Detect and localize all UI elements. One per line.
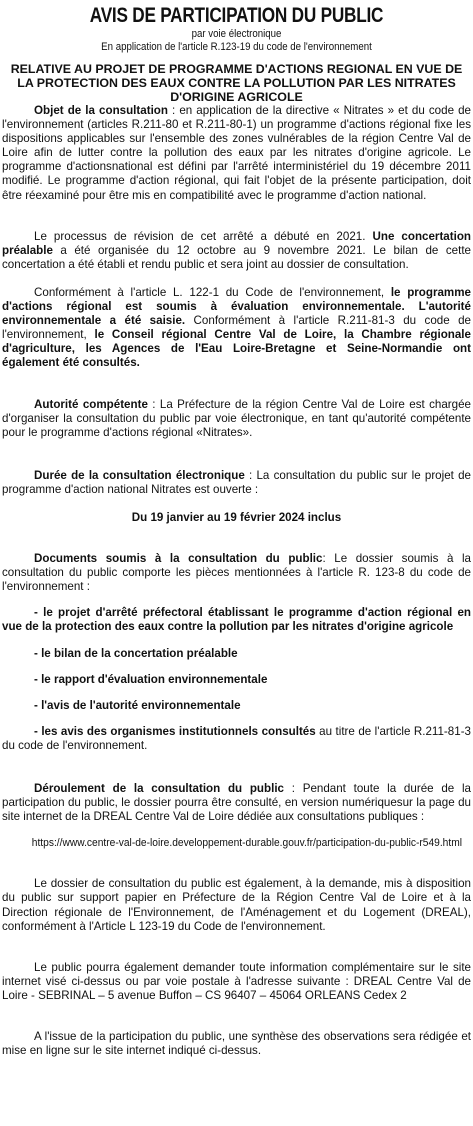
objet-label: Objet de la consultation <box>34 104 168 117</box>
info-paragraph: Le public pourra également demander toute information complémentaire sur le site internet visé ci-dessus ou par voie postale à l'adresse suivante : DREAL Centre Val de Loire - SEBRINAL – 5 avenue Buffon – CS 96407 – 45064 ORLEANS Cedex 2 <box>2 960 471 1002</box>
objet-text: : en application de la directive « Nitrates » et du code de l'environnement (articles R.211-80 et R.211-80-1) un programme d'actions régional fixe les dispositions applicables sur l'ensemble des zones vulnérables de la région Centre Val de Loire afin de lutter contre la pollution des eaux par les nitrates d'origine agricole. Le programme d'actionsnational est défini par l'arrêté interministériel du 19 décembre 2011 modifié. Le programme d'action régional, qui fait l'objet de la présente participation, doit être réexaminé pour être mis en compatibilité avec le programme d'action national. <box>2 104 471 202</box>
autorite-label: Autorité compétente <box>34 397 148 411</box>
conforme-bold-1: le programme d'actions régional est soumis à évaluation environnementale. L'autorité environnementale a été saisie. <box>2 285 471 328</box>
duree-label: Durée de la consultation électronique <box>34 468 245 482</box>
organismes-text: au titre de l'article R.211-81-3 du code de l'environnement. <box>2 724 471 752</box>
notice <box>2 0 471 1058</box>
page-title: AVIS DE PARTICIPATION DU PUBLIC <box>89 4 384 27</box>
processus-text-1: Le processus de révision de cet arrêté a débuté en 2021. <box>34 229 373 243</box>
document-item-arrete: - le projet d'arrêté préfectoral établissant le programme d'action régional en vue de la protection des eaux contre la pollution par les nitrates d'origine agricole <box>2 606 471 634</box>
objet-paragraph <box>2 104 471 203</box>
synthese-paragraph: A l'issue de la participation du public, une synthèse des observations sera rédigée et mise en ligne sur le site internet indiqué ci-dessus. <box>2 1030 471 1058</box>
document-item-organismes <box>2 725 471 753</box>
document-item-avis: - l'avis de l'autorité environnementale <box>34 698 241 712</box>
conforme-paragraph <box>2 286 471 371</box>
duree-paragraph <box>2 469 471 497</box>
subtitle-article: En application de l'article R.123-19 du code de l'environnement <box>101 40 372 53</box>
documents-paragraph <box>2 552 471 594</box>
subtitle-voie: par voie électronique <box>191 28 282 40</box>
consultation-dates: Du 19 janvier au 19 février 2024 inclus <box>131 510 342 524</box>
document-item-rapport: - le rapport d'évaluation environnementale <box>34 672 268 686</box>
duree-text: : La consultation du public sur le projet de programme d'action national Nitrates est ouverte : <box>2 468 471 496</box>
processus-bold: Une concertation préalable <box>2 229 471 257</box>
papier-paragraph: Le dossier de consultation du public est également, à la demande, mis à disposition du public sur support papier en Préfecture de la Région Centre Val de Loire et à la Direction régionale de l'Environnement, de l'Aménagement et du Logement (DREAL), conformément à l'Article L 123-19 du Code de l'environnement. <box>2 877 471 933</box>
documents-text: : Le dossier soumis à la consultation du public comporte les pièces mentionnées à l'article R. 123-8 du code de l'environnement : <box>2 552 471 594</box>
processus-text-2: a été organisée du 12 octobre au 9 novembre 2021. Le bilan de cette concertation a été établi et rendu public et sera joint au dossier de consultation. <box>2 243 471 271</box>
conforme-text-1: Conformément à l'article L. 122-1 du Code de l'environnement, <box>34 285 391 299</box>
autorite-text: : La Préfecture de la région Centre Val de Loire est chargée d'organiser la consultation du public par voie électronique, en tant qu'autorité compétente pour le programme d'actions régional «Nitrates». <box>2 397 472 439</box>
deroulement-text: : Pendant toute la durée de la participation du public, le dossier pourra être consulté, en version numériquesur la page du site internet de la DREAL Centre Val de Loire dédiée aux consultations publiques : <box>2 782 471 824</box>
documents-label: Documents soumis à la consultation du public <box>34 552 323 566</box>
conforme-text-2: Conformément à l'article R.211-81-3 du code de l'environnement, <box>2 314 471 342</box>
project-heading: RELATIVE AU PROJET DE PROGRAMME D'ACTIONS REGIONAL EN VUE DE LA PROTECTION DES EAUX CONTRE LA POLLUTION PAR LES NITRATES D'ORIGINE AGRICOLE <box>10 62 463 104</box>
autorite-paragraph <box>2 398 471 440</box>
deroulement-paragraph <box>2 782 471 824</box>
document-item-bilan: - le bilan de la concertation préalable <box>34 646 238 660</box>
processus-paragraph <box>2 230 471 272</box>
deroulement-label: Déroulement de la consultation du public <box>34 782 284 795</box>
organismes-bold: - les avis des organismes institutionnels consultés <box>34 724 316 738</box>
conforme-bold-2: le Conseil régional Centre Val de Loire, la Chambre régionale d'agriculture, les Agences de l'Eau Loire-Bretagne et Seine-Normandie ont également été consultés. <box>2 328 471 370</box>
consultation-link[interactable]: https://www.centre-val-de-loire.developpement-durable.gouv.fr/participation-du-public-r549.html <box>31 837 463 850</box>
